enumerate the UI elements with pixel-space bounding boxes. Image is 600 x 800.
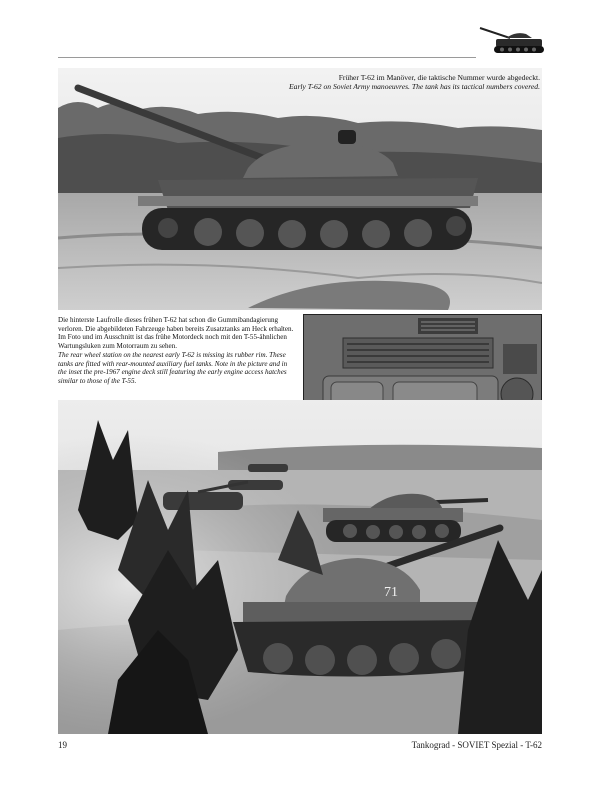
caption-top: [260, 73, 540, 92]
caption-top-german: Früher T-62 im Manöver, die taktische Nummer wurde abgedeckt.: [338, 73, 540, 82]
page-number: 19: [58, 740, 67, 750]
header-rule: [58, 57, 476, 58]
tank-logo-icon: [476, 18, 546, 58]
photo-early-t62-manoeuvre: [58, 68, 542, 310]
turret-number: 71: [384, 585, 398, 600]
caption-middle-english: The rear wheel station on the nearest early T-62 is missing its rubber rim. These tanks are fitted with rear-mounted auxiliary fuel tanks. Note in the picture and in the inset the pre-1967 engine deck still featuring the early engine access hatches similar to those of the T-55.: [58, 350, 288, 385]
running-title: Tankograd - SOVIET Spezial - T-62: [411, 740, 542, 750]
caption-middle: [58, 316, 298, 398]
caption-top-english: Early T-62 on Soviet Army manoeuvres. The tank has its tactical numbers covered.: [289, 82, 540, 92]
caption-middle-german: Die hinterste Laufrolle dieses frühen T-62 hat schon die Gummibandagierung verloren. Die abgebildeten Fahrzeuge haben bereits Zusatztanks am Heck erhalten. Im Foto und im Ausschnitt ist das frühe Motordeck noch mit den T-55-ähnlichen Wartungsluken zum Motorraum zu sehen.: [58, 316, 294, 351]
photo-t62-column-in-field: [58, 400, 542, 734]
